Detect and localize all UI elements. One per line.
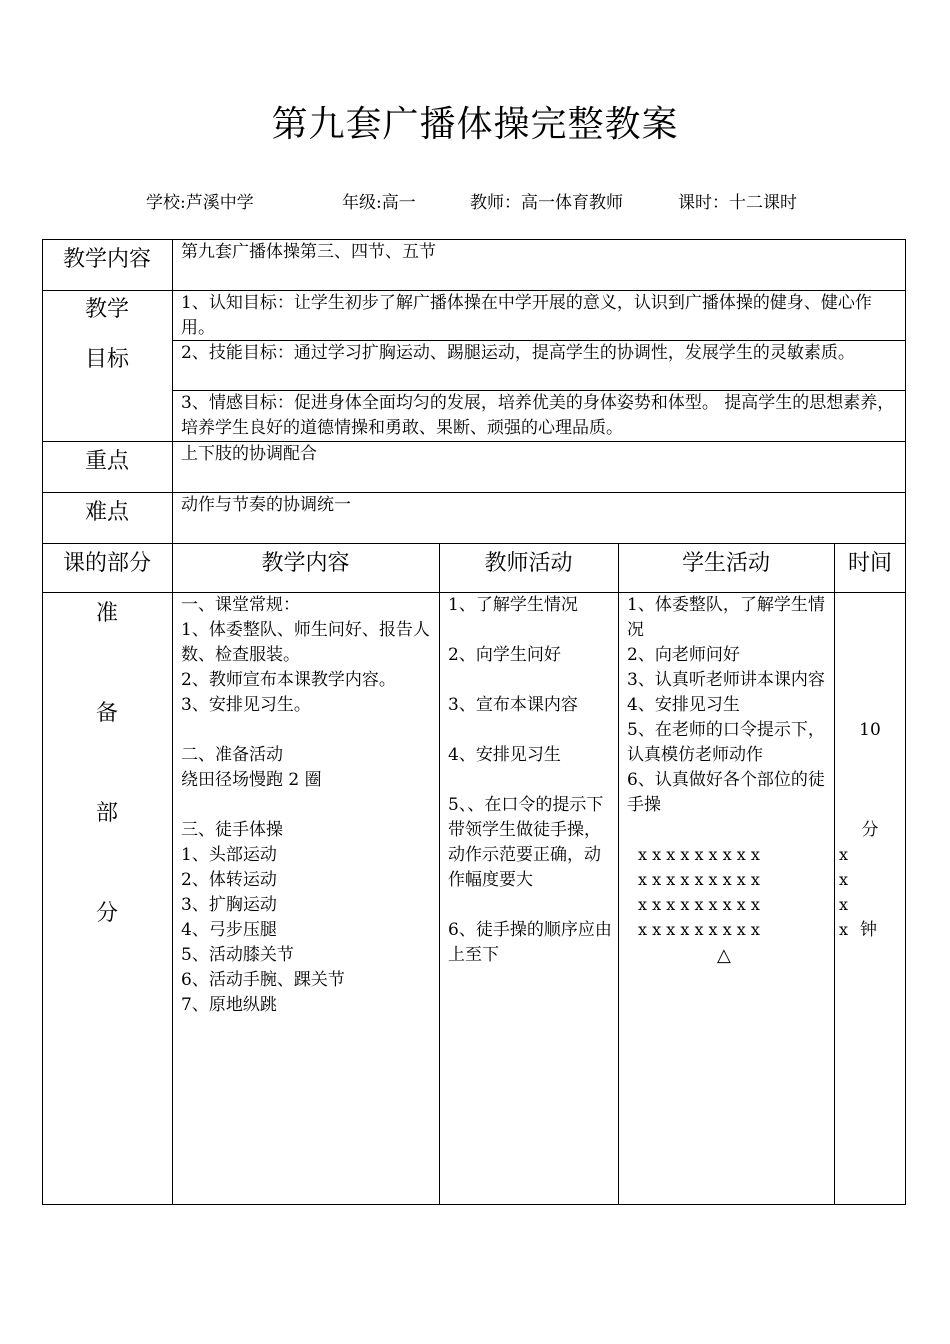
column-divider (834, 543, 835, 1205)
difficulty-label: 难点 (84, 500, 129, 525)
goal-emotion: 3、情感目标：促进身体全面均匀的发展，培养优美的身体姿势和体型。 提高学生的思想素养，培养学生良好的道德情操和勇敢、果断、顽强的心理品质。 (181, 393, 895, 438)
part-char: 部 (95, 801, 118, 826)
hours-label: 课时：十二课时 (678, 193, 797, 213)
teacher-label: 教师：高一体育教师 (470, 193, 623, 213)
prep-student-activity: 1、体委整队，了解学生情况 2、向老师问好 3、认真听老师讲本课内容 4、安排见习生 5、在老师的口令提示下，认真模仿老师动作 6、认真做好各个部位的徒手操 (627, 595, 825, 815)
time-unit-minute: 分 (861, 820, 879, 840)
time-unit-clock: 钟 (860, 920, 877, 940)
formation-row: x x x x x x x x x (638, 870, 760, 889)
difficulty-value: 动作与节奏的协调统一 (181, 495, 351, 515)
prep-content: 一、课堂常规： 1、体委整队、师生问好、报告人数、检查服装。 2、教师宣布本课教学内容。 3、安排见习生。 二、准备活动 绕田径场慢跑 2 圈 三、徒手体操 1、头部运动 2、体转运动 3、扩胸运动 4、弓步压腿 5、活动膝关节 6、活动手腕、踝关节 7、原地纵跳 (181, 595, 430, 1015)
formation-row-end: x (839, 895, 849, 914)
goal-skill: 2、技能目标：通过学习扩胸运动、踢腿运动，提高学生的协调性，发展学生的灵敏素质。 (181, 343, 855, 363)
time-number: 10 (859, 720, 881, 740)
formation-row: x x x x x x x x x (638, 920, 760, 939)
prep-teacher-activity: 1、了解学生情况 2、向学生问好 3、宣布本课内容 4、安排见习生 5、、在口令的提示下带领学生做徒手操，动作示范要正确，动作幅度要大 6、徒手操的顺序应由上至下 (448, 595, 612, 965)
column-divider (618, 543, 619, 1205)
column-divider (172, 239, 173, 1205)
formation-row: x x x x x x x x x (638, 845, 760, 864)
column-divider (439, 543, 440, 1205)
part-char: 备 (95, 701, 118, 726)
formation-row-end: x (839, 920, 849, 939)
teacher-position-marker: △ (717, 945, 731, 966)
header-content: 教学内容 (261, 551, 350, 576)
lesson-plan-table (42, 239, 906, 1205)
school-label: 学校:芦溪中学 (146, 193, 254, 213)
header-part: 课的部分 (62, 551, 151, 576)
goal-label-line2: 目标 (84, 347, 129, 372)
content-label: 教学内容 (62, 247, 151, 272)
formation-row-end: x (839, 845, 849, 864)
goal-cognitive: 1、认知目标：让学生初步了解广播体操在中学开展的意义，认识到广播体操的健身、健心作用。 (181, 293, 872, 338)
grade-label: 年级:高一 (342, 193, 416, 213)
page-title: 第九套广播体操完整教案 (271, 104, 679, 145)
header-time: 时间 (847, 551, 892, 576)
part-char: 分 (95, 901, 118, 926)
formation-row-end: x (839, 870, 849, 889)
content-value: 第九套广播体操第三、四节、五节 (181, 242, 436, 262)
goal-label-line1: 教学 (84, 297, 129, 322)
part-char: 准 (95, 601, 118, 626)
key-point-label: 重点 (84, 449, 129, 474)
key-point-value: 上下肢的协调配合 (181, 444, 317, 464)
header-student: 学生活动 (681, 551, 770, 576)
formation-row: x x x x x x x x x (638, 895, 760, 914)
header-teacher: 教师活动 (484, 551, 573, 576)
